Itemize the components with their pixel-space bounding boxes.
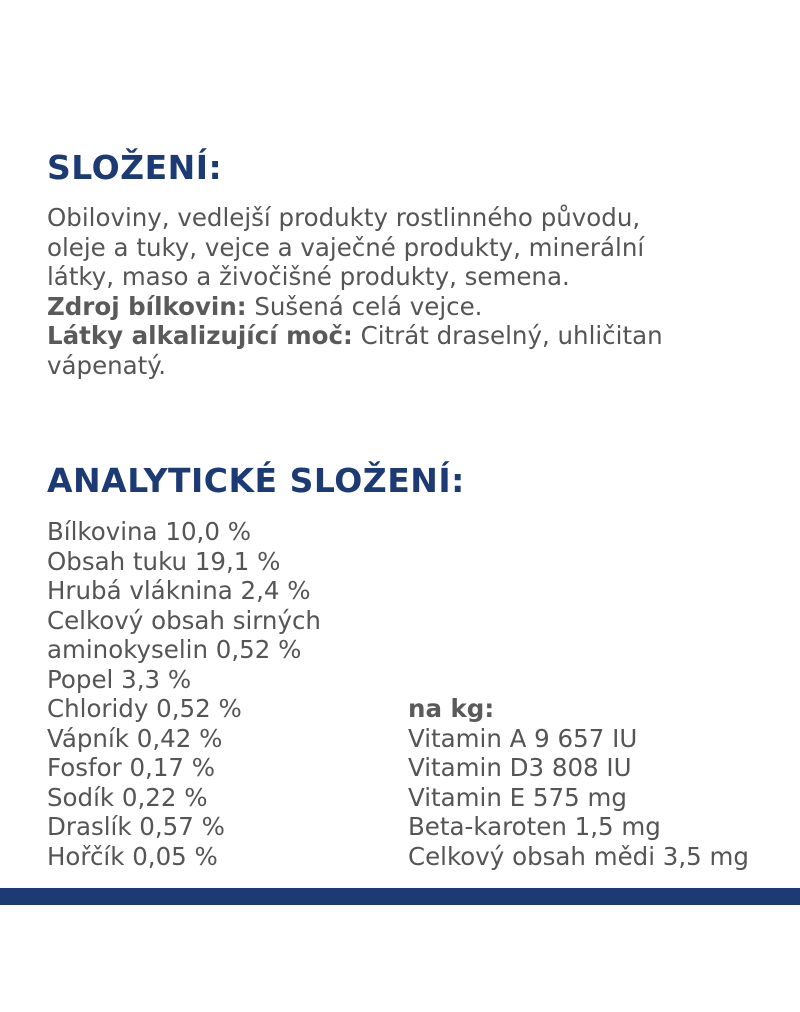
constituent-row: Vápník 0,42 %: [47, 723, 223, 753]
alkalizing-line: [47, 321, 787, 351]
per-kg-label: na kg:: [408, 694, 495, 723]
constituent-row: Celkový obsah sirných: [47, 605, 321, 635]
constituent-row: Draslík 0,57 %: [47, 812, 225, 841]
protein-source-label: Zdroj bílkovin:: [47, 291, 247, 321]
ingredients-line: látky, maso a živočišné produkty, semena.: [47, 262, 570, 291]
ingredients-line: oleje a tuky, vejce a vaječné produkty, minerální: [47, 232, 645, 262]
constituent-row: aminokyselin 0,52 %: [47, 635, 302, 664]
constituent-row: Obsah tuku 19,1 %: [47, 546, 281, 576]
ingredients-line: Obiloviny, vedlejší produkty rostlinného původu,: [47, 203, 641, 232]
additive-row: Celkový obsah mědi 3,5 mg: [408, 841, 749, 871]
alkalizing-label: Látky alkalizující moč:: [47, 321, 353, 350]
constituents-list: [47, 517, 321, 871]
additive-row: Vitamin A 9 657 IU: [408, 723, 638, 753]
bottom-divider-bar: [0, 888, 800, 905]
constituent-row: Hořčík 0,05 %: [47, 841, 218, 871]
additive-row: Vitamin E 575 mg: [408, 782, 627, 812]
additive-row: Beta-karoten 1,5 mg: [408, 812, 661, 841]
protein-source-line: [47, 292, 787, 322]
constituent-row: Popel 3,3 %: [47, 664, 192, 694]
protein-source-value: Sušená celá vejce.: [246, 291, 483, 321]
additives-list: [408, 694, 749, 871]
composition-heading: SLOŽENÍ:: [47, 148, 223, 187]
constituent-row: Sodík 0,22 %: [47, 782, 208, 812]
constituent-row: Chloridy 0,52 %: [47, 694, 242, 723]
additive-row: Vitamin D3 808 IU: [408, 753, 632, 782]
alkalizing-line-cont: vápenatý.: [47, 350, 167, 380]
constituent-row: Bílkovina 10,0 %: [47, 517, 251, 546]
constituent-row: Hrubá vláknina 2,4 %: [47, 576, 311, 605]
ingredients-paragraph: [47, 203, 787, 380]
alkalizing-value: Citrát draselný, uhličitan: [352, 321, 663, 350]
analytical-heading: ANALYTICKÉ SLOŽENÍ:: [47, 461, 465, 500]
constituent-row: Fosfor 0,17 %: [47, 753, 216, 782]
